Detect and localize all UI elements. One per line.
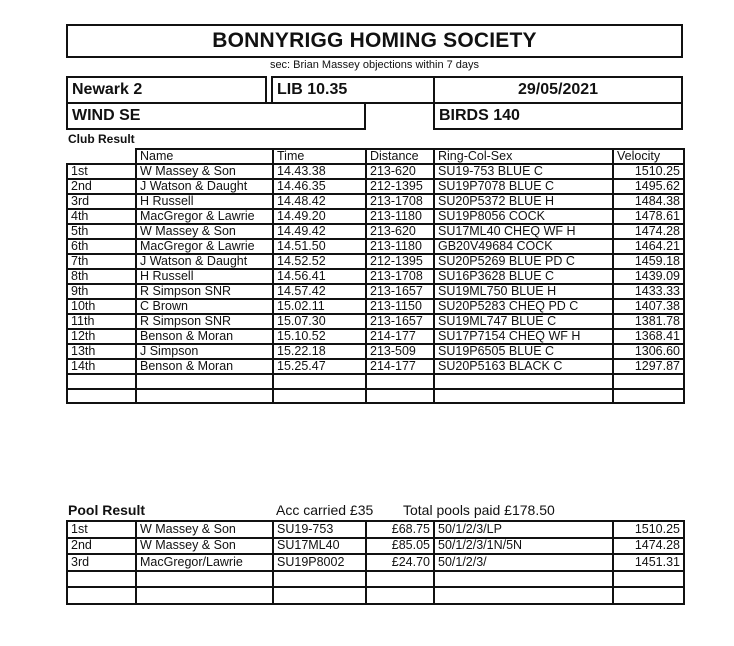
club-result-row	[67, 254, 684, 269]
cell-ring: SU17ML40	[273, 538, 366, 555]
cell-velocity: 1495.62	[613, 179, 684, 194]
cell-time: 14.49.20	[273, 209, 366, 224]
cell-time: 15.25.47	[273, 359, 366, 374]
wind-direction: WIND SE	[66, 102, 366, 130]
cell-time	[273, 374, 366, 389]
secretary-note: sec: Brian Massey objections within 7 days	[269, 59, 480, 71]
cell-ring: SU19P7078 BLUE C	[434, 179, 613, 194]
cell-name: R Simpson SNR	[136, 314, 273, 329]
club-result-row	[67, 374, 684, 389]
cell-ring: SU19ML747 BLUE C	[434, 314, 613, 329]
cell-name	[136, 587, 273, 604]
club-result-row	[67, 389, 684, 404]
cell-velocity: 1484.38	[613, 194, 684, 209]
cell-amount	[366, 571, 434, 588]
club-result-row	[67, 329, 684, 344]
cell-pos: 7th	[67, 254, 136, 269]
cell-velocity: 1478.61	[613, 209, 684, 224]
cell-name: Benson & Moran	[136, 359, 273, 374]
club-header-row	[67, 149, 684, 164]
cell-name: MacGregor & Lawrie	[136, 239, 273, 254]
cell-distance: 212-1395	[366, 179, 434, 194]
cell-pools	[434, 587, 613, 604]
cell-velocity: 1510.25	[613, 164, 684, 179]
cell-time: 14.51.50	[273, 239, 366, 254]
club-result-row	[67, 239, 684, 254]
cell-velocity	[613, 587, 684, 604]
cell-amount: £24.70	[366, 554, 434, 571]
club-result-row	[67, 284, 684, 299]
cell-distance: 213-620	[366, 164, 434, 179]
cell-velocity: 1510.25	[613, 521, 684, 538]
pool-result-label: Pool Result	[68, 502, 146, 518]
column-header-name: Name	[136, 149, 273, 164]
cell-distance: 213-620	[366, 224, 434, 239]
cell-pos	[67, 587, 136, 604]
cell-time: 15.02.11	[273, 299, 366, 314]
pool-result-table	[66, 520, 685, 605]
column-header-time: Time	[273, 149, 366, 164]
cell-distance	[366, 389, 434, 404]
cell-ring: SU17ML40 CHEQ WF H	[434, 224, 613, 239]
cell-distance: 213-1657	[366, 314, 434, 329]
cell-ring: SU20P5372 BLUE H	[434, 194, 613, 209]
cell-velocity: 1451.31	[613, 554, 684, 571]
cell-name: J Simpson	[136, 344, 273, 359]
cell-pos: 9th	[67, 284, 136, 299]
club-result-row	[67, 314, 684, 329]
club-result-row	[67, 344, 684, 359]
cell-velocity: 1474.28	[613, 538, 684, 555]
cell-ring: SU19-753 BLUE C	[434, 164, 613, 179]
cell-name: Benson & Moran	[136, 329, 273, 344]
cell-time: 14.46.35	[273, 179, 366, 194]
cell-pos: 2nd	[67, 179, 136, 194]
cell-distance: 213-1657	[366, 284, 434, 299]
cell-name: C Brown	[136, 299, 273, 314]
cell-ring: SU19P8056 COCK	[434, 209, 613, 224]
club-result-row	[67, 164, 684, 179]
cell-name: MacGregor/Lawrie	[136, 554, 273, 571]
cell-velocity	[613, 389, 684, 404]
total-pools-paid: Total pools paid £178.50	[403, 502, 555, 518]
cell-ring: SU19P6505 BLUE C	[434, 344, 613, 359]
cell-time: 14.48.42	[273, 194, 366, 209]
cell-velocity: 1381.78	[613, 314, 684, 329]
race-point: Newark 2	[66, 76, 267, 104]
column-header-velocity: Velocity	[613, 149, 684, 164]
cell-pos: 12th	[67, 329, 136, 344]
cell-pos: 2nd	[67, 538, 136, 555]
cell-ring: SU20P5163 BLACK C	[434, 359, 613, 374]
cell-ring	[434, 389, 613, 404]
cell-time	[273, 389, 366, 404]
cell-ring	[434, 374, 613, 389]
cell-distance: 213-509	[366, 344, 434, 359]
acc-carried: Acc carried £35	[276, 502, 374, 518]
cell-pos: 5th	[67, 224, 136, 239]
cell-name: W Massey & Son	[136, 521, 273, 538]
cell-pos: 14th	[67, 359, 136, 374]
cell-velocity: 1464.21	[613, 239, 684, 254]
pool-result-row	[67, 538, 684, 555]
club-result-table	[66, 148, 685, 404]
cell-pos: 1st	[67, 164, 136, 179]
cell-distance: 214-177	[366, 359, 434, 374]
cell-pos: 1st	[67, 521, 136, 538]
cell-name: J Watson & Daught	[136, 179, 273, 194]
cell-amount: £85.05	[366, 538, 434, 555]
cell-name	[136, 374, 273, 389]
cell-distance: 213-1708	[366, 269, 434, 284]
cell-time: 15.07.30	[273, 314, 366, 329]
club-result-row	[67, 269, 684, 284]
cell-pos: 11th	[67, 314, 136, 329]
cell-pools: 50/1/2/3/	[434, 554, 613, 571]
liberation-time: LIB 10.35	[271, 76, 435, 104]
cell-velocity: 1407.38	[613, 299, 684, 314]
race-date: 29/05/2021	[433, 76, 683, 104]
cell-name	[136, 571, 273, 588]
cell-ring: SU17P7154 CHEQ WF H	[434, 329, 613, 344]
cell-velocity: 1297.87	[613, 359, 684, 374]
cell-ring: SU19-753	[273, 521, 366, 538]
cell-distance: 212-1395	[366, 254, 434, 269]
cell-name: J Watson & Daught	[136, 254, 273, 269]
cell-time: 15.22.18	[273, 344, 366, 359]
cell-time: 14.56.41	[273, 269, 366, 284]
cell-ring: SU20P5283 CHEQ PD C	[434, 299, 613, 314]
cell-time: 15.10.52	[273, 329, 366, 344]
cell-ring: SU19ML750 BLUE H	[434, 284, 613, 299]
cell-pos: 8th	[67, 269, 136, 284]
cell-distance	[366, 374, 434, 389]
cell-ring	[273, 587, 366, 604]
cell-amount: £68.75	[366, 521, 434, 538]
cell-name	[136, 389, 273, 404]
cell-velocity	[613, 571, 684, 588]
cell-distance: 213-1150	[366, 299, 434, 314]
birds-count: BIRDS 140	[433, 102, 683, 130]
cell-distance: 213-1180	[366, 209, 434, 224]
cell-pools	[434, 571, 613, 588]
cell-name: W Massey & Son	[136, 538, 273, 555]
cell-pos: 4th	[67, 209, 136, 224]
cell-ring: GB20V49684 COCK	[434, 239, 613, 254]
cell-ring: SU20P5269 BLUE PD C	[434, 254, 613, 269]
cell-pos: 13th	[67, 344, 136, 359]
cell-pos: 6th	[67, 239, 136, 254]
cell-distance: 213-1708	[366, 194, 434, 209]
cell-pos: 3rd	[67, 554, 136, 571]
cell-velocity: 1433.33	[613, 284, 684, 299]
cell-distance: 214-177	[366, 329, 434, 344]
cell-time: 14.43.38	[273, 164, 366, 179]
cell-name: H Russell	[136, 194, 273, 209]
club-result-row	[67, 179, 684, 194]
column-header-distance: Distance	[366, 149, 434, 164]
cell-name: MacGregor & Lawrie	[136, 209, 273, 224]
cell-ring: SU19P8002	[273, 554, 366, 571]
cell-velocity: 1459.18	[613, 254, 684, 269]
pool-result-row	[67, 554, 684, 571]
cell-name: W Massey & Son	[136, 164, 273, 179]
cell-name: R Simpson SNR	[136, 284, 273, 299]
cell-pos	[67, 374, 136, 389]
cell-pools: 50/1/2/3/1N/5N	[434, 538, 613, 555]
cell-time: 14.49.42	[273, 224, 366, 239]
cell-velocity: 1474.28	[613, 224, 684, 239]
cell-velocity: 1306.60	[613, 344, 684, 359]
club-result-row	[67, 359, 684, 374]
cell-name: H Russell	[136, 269, 273, 284]
cell-velocity	[613, 374, 684, 389]
cell-name: W Massey & Son	[136, 224, 273, 239]
club-result-row	[67, 224, 684, 239]
cell-time: 14.57.42	[273, 284, 366, 299]
club-result-row	[67, 299, 684, 314]
club-result-row	[67, 194, 684, 209]
blank-header-cell	[67, 149, 136, 164]
cell-distance: 213-1180	[366, 239, 434, 254]
cell-amount	[366, 587, 434, 604]
cell-pos: 10th	[67, 299, 136, 314]
cell-pos	[67, 571, 136, 588]
club-result-row	[67, 209, 684, 224]
society-title: BONNYRIGG HOMING SOCIETY	[66, 24, 683, 58]
pool-result-row	[67, 571, 684, 588]
pool-result-row	[67, 521, 684, 538]
cell-pos	[67, 389, 136, 404]
cell-time: 14.52.52	[273, 254, 366, 269]
cell-pos: 3rd	[67, 194, 136, 209]
cell-velocity: 1439.09	[613, 269, 684, 284]
club-result-label: Club Result	[68, 132, 135, 146]
cell-velocity: 1368.41	[613, 329, 684, 344]
cell-ring	[273, 571, 366, 588]
column-header-ring: Ring-Col-Sex	[434, 149, 613, 164]
pool-result-row	[67, 587, 684, 604]
cell-ring: SU16P3628 BLUE C	[434, 269, 613, 284]
cell-pools: 50/1/2/3/LP	[434, 521, 613, 538]
